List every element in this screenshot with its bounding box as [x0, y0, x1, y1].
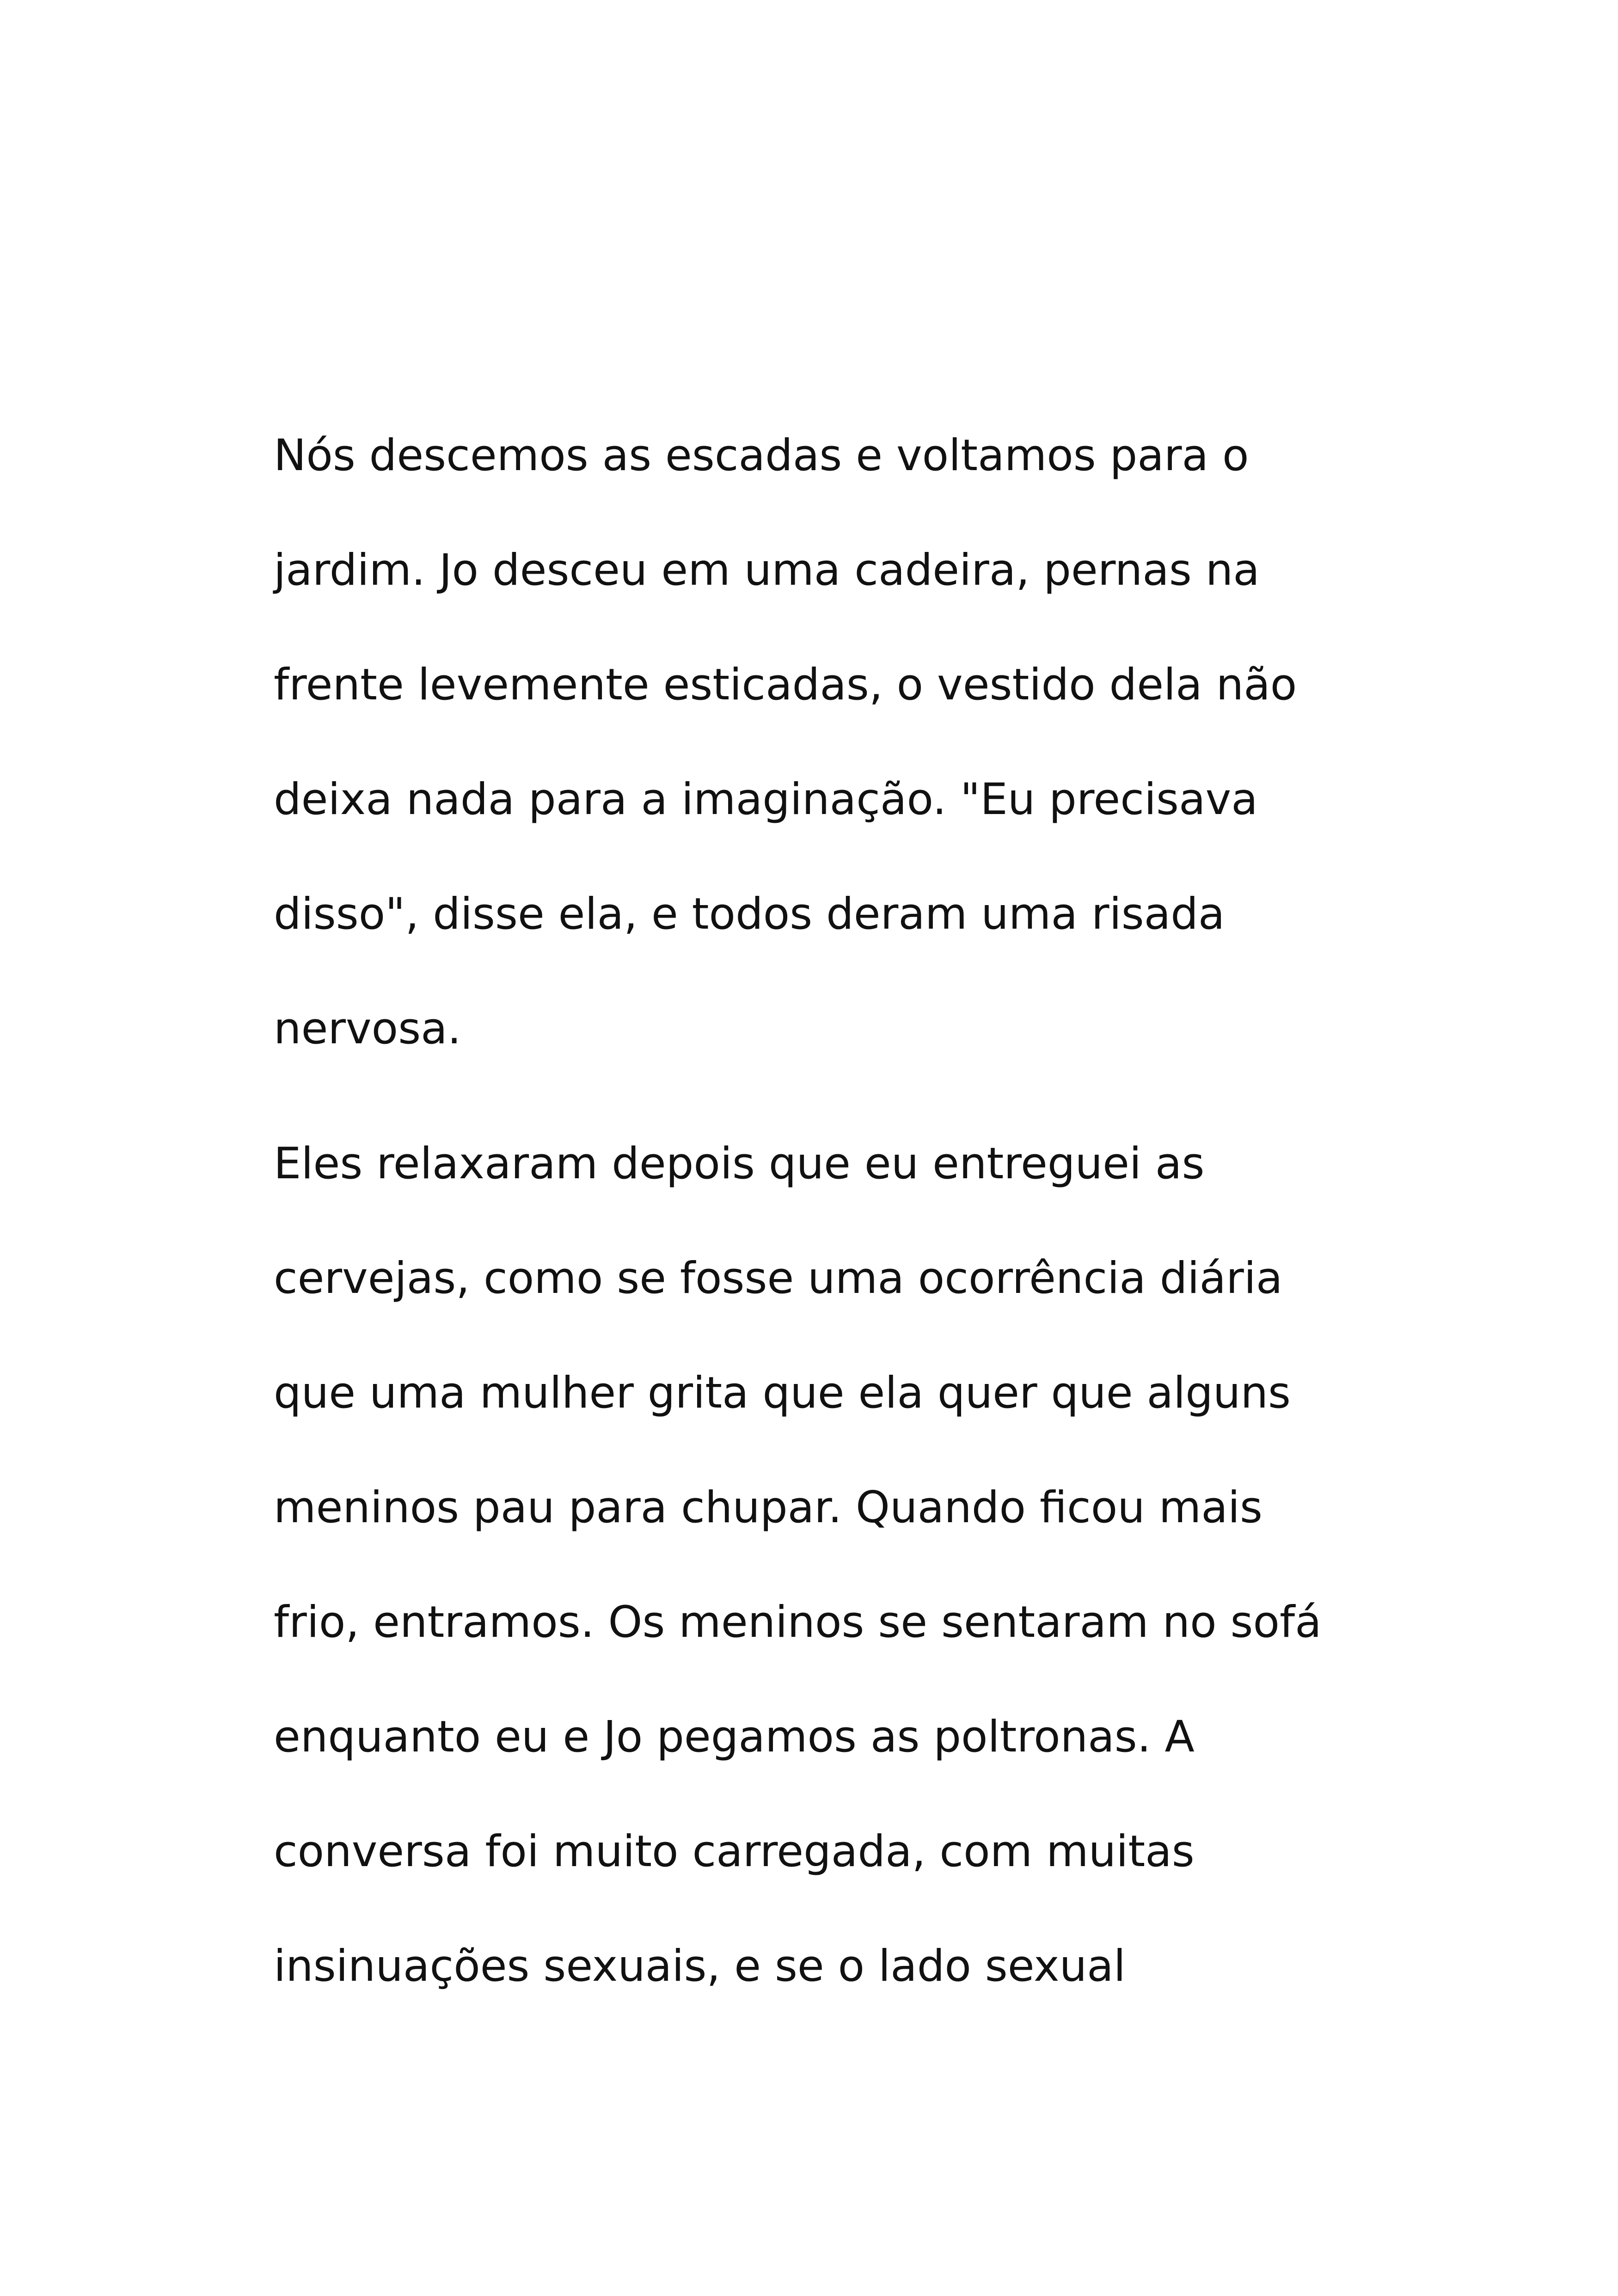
text-line: frente levemente esticadas, o vestido dela não	[274, 660, 1297, 710]
body-text	[274, 398, 1420, 2024]
text-line: frio, entramos. Os meninos se sentaram no sofá	[274, 1597, 1322, 1647]
paragraph-spacer	[274, 1086, 1420, 1107]
text-line: Eles relaxaram depois que eu entreguei as	[274, 1139, 1205, 1189]
text-line: Nós descemos as escadas e voltamos para o	[274, 430, 1249, 481]
paragraph-2	[274, 1107, 1420, 2024]
text-line: insinuações sexuais, e se o lado sexual	[274, 1941, 1126, 1991]
text-line: conversa foi muito carregada, com muitas	[274, 1826, 1195, 1877]
text-line: meninos pau para chupar. Quando ficou mais	[274, 1482, 1263, 1533]
text-line: nervosa.	[274, 1004, 461, 1054]
text-line: que uma mulher grita que ela quer que alguns	[274, 1368, 1291, 1418]
text-line: cervejas, como se fosse uma ocorrência diária	[274, 1253, 1283, 1304]
text-line: deixa nada para a imaginação. "Eu precisava	[274, 774, 1258, 825]
text-line: enquanto eu e Jo pegamos as poltronas. A	[274, 1712, 1195, 1762]
paragraph-1	[274, 398, 1420, 1086]
text-line: disso", disse ela, e todos deram uma risada	[274, 889, 1225, 939]
text-line: jardim. Jo desceu em uma cadeira, pernas na	[274, 545, 1260, 595]
